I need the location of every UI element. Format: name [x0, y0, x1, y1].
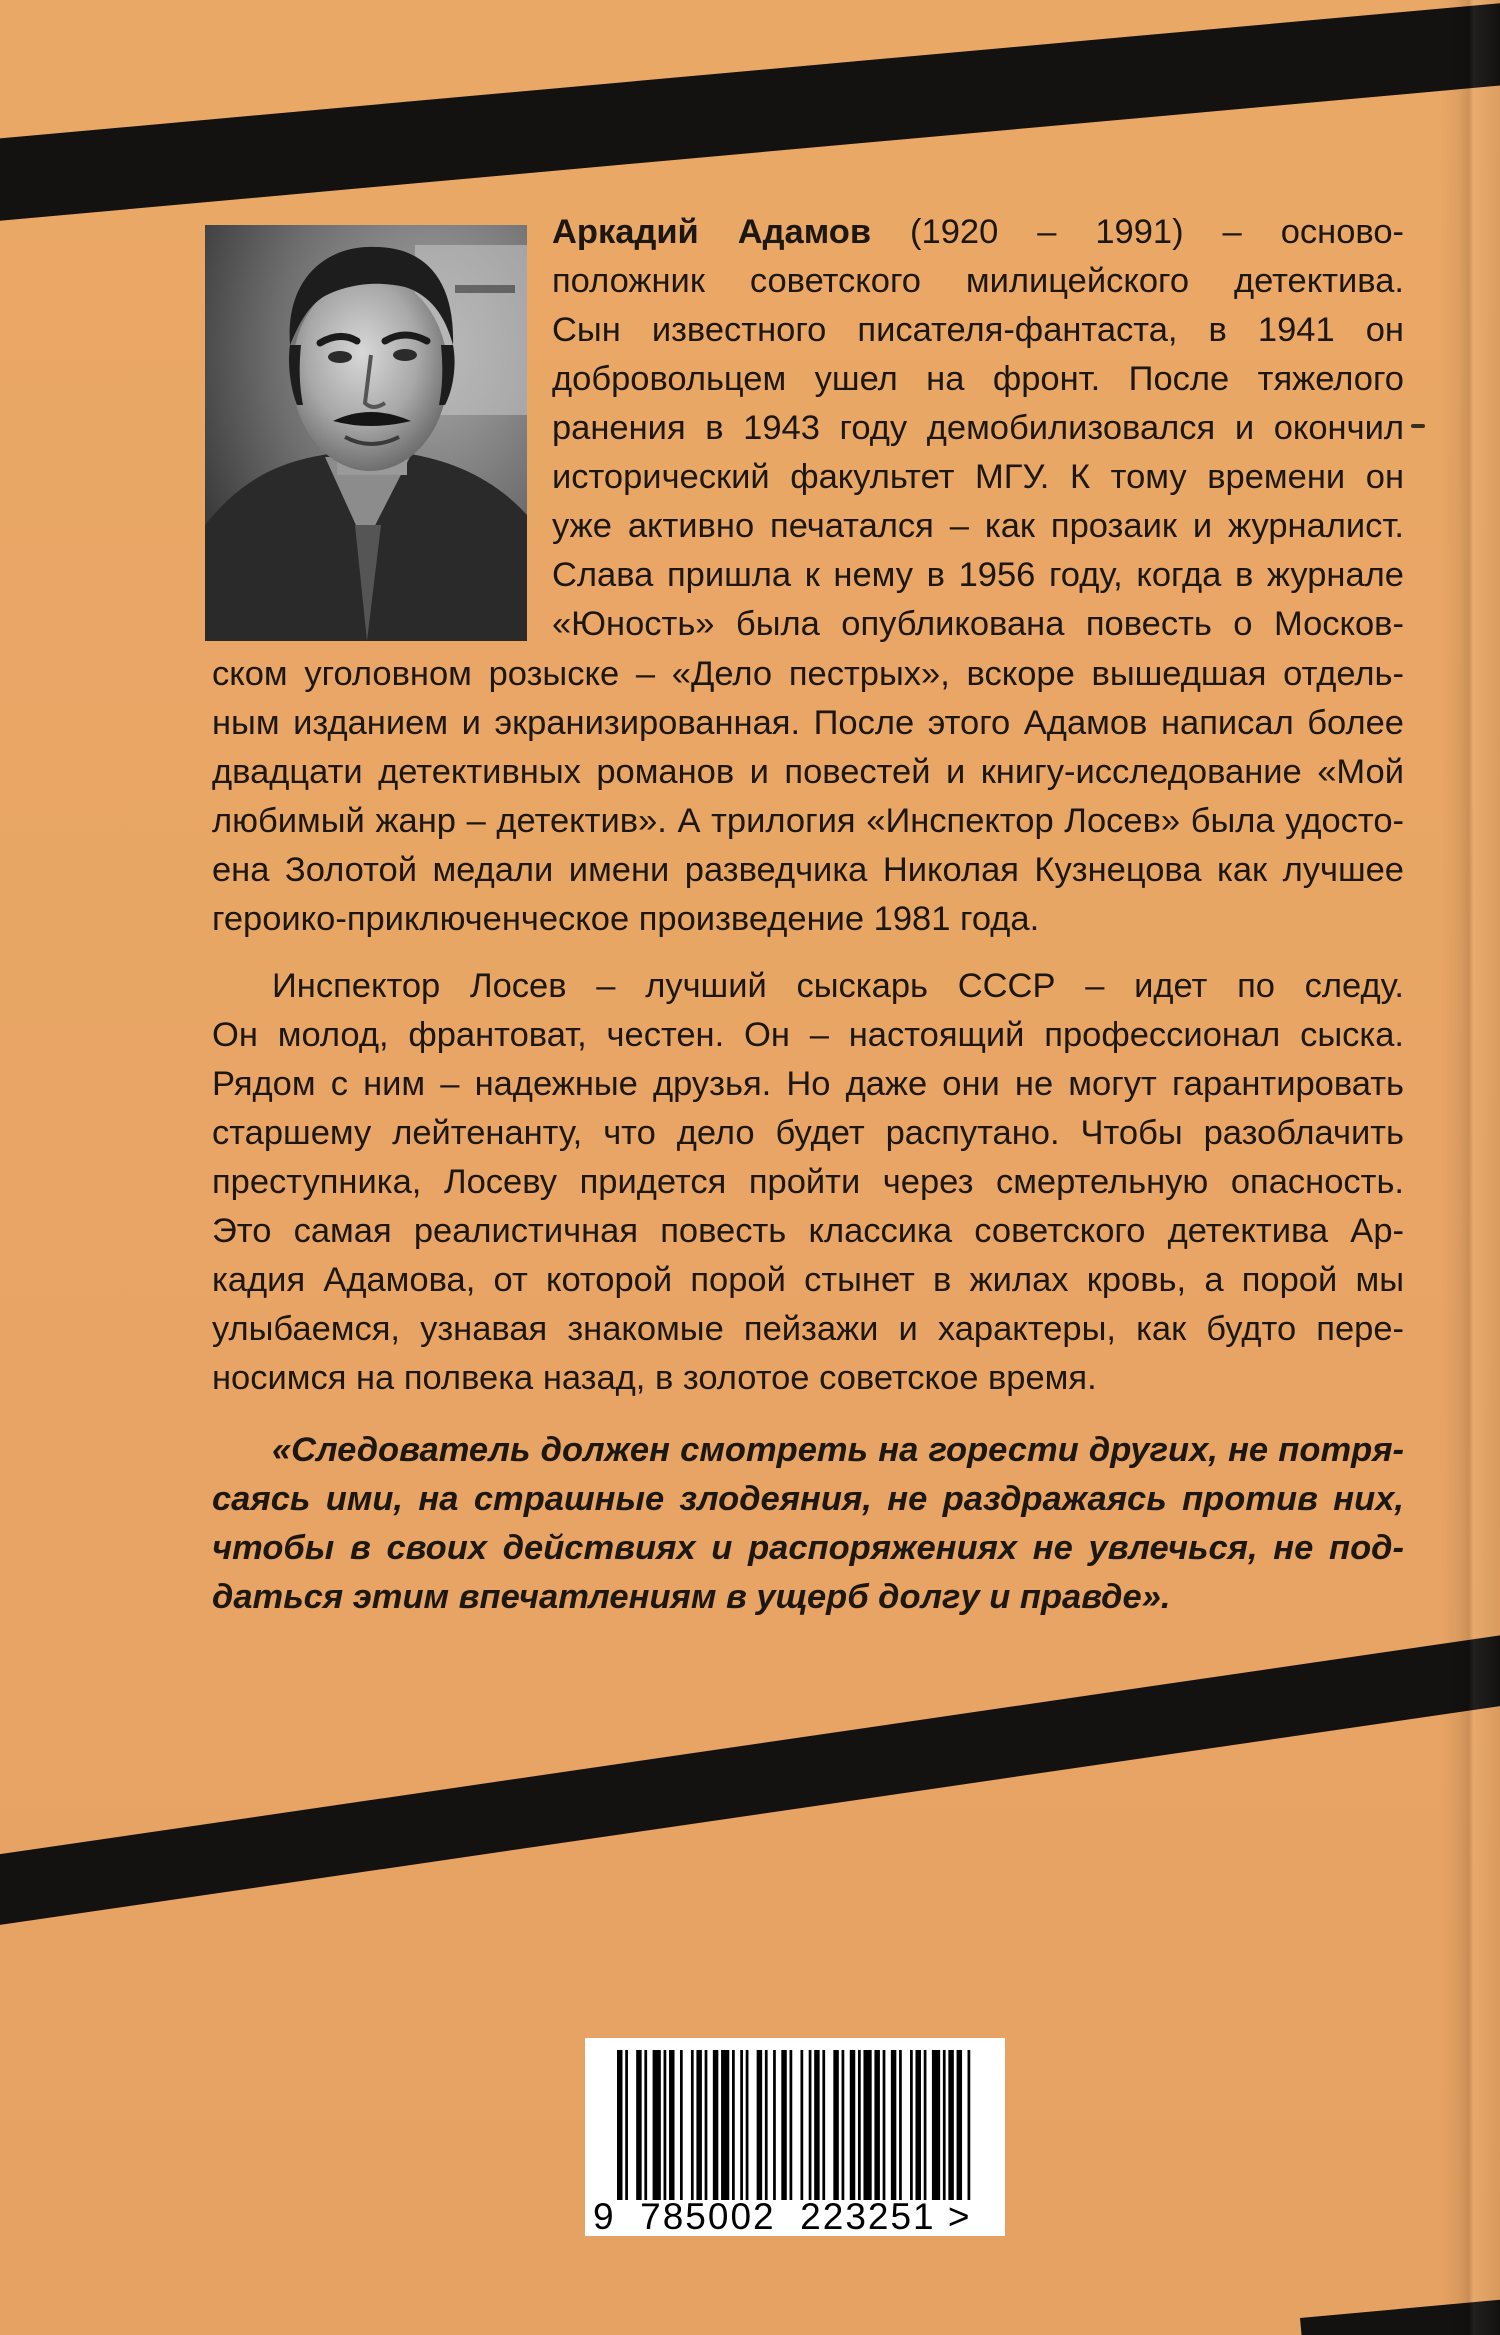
synopsis-line: улыбаемся, узнавая знакомые пейзажи и характеры, как будто пере-: [212, 1310, 1404, 1348]
synopsis-line: старшему лейтенанту, что дело будет распутано. Чтобы разоблачить: [212, 1114, 1404, 1152]
isbn-digits-left: 785002: [640, 2196, 776, 2237]
spine-edge: [1440, 0, 1500, 2335]
bio-line: положник советского милицейского детектива.: [552, 262, 1404, 300]
barcode-bar: [924, 2050, 927, 2200]
barcode-bar: [790, 2050, 793, 2200]
barcode-bar: [636, 2050, 641, 2200]
bio-line: героико-приключенческое произведение 1981 года.: [212, 900, 1040, 938]
bio-line: двадцати детективных романов и повестей и книгу-исследование «Мой: [212, 753, 1404, 791]
barcode-bar: [943, 2050, 946, 2200]
isbn-digit-prefix: 9: [593, 2196, 616, 2237]
barcode-bar: [910, 2050, 913, 2200]
author-biography-continued: [212, 650, 1404, 944]
barcode-bar: [732, 2050, 735, 2200]
isbn-arrow: >: [947, 2196, 972, 2237]
synopsis-line: Он молод, франтоват, честен. Он – настоящий профессионал сыска.: [212, 1016, 1404, 1054]
synopsis-line: кадия Адамова, от которой порой стынет в жилах кровь, а порой мы: [212, 1261, 1404, 1299]
bio-line: ена Золотой медали имени разведчика Николая Кузнецова как лучшее: [212, 851, 1404, 889]
barcode-bar: [850, 2050, 855, 2200]
barcode-bar: [617, 2050, 622, 2200]
barcode-bar: [625, 2050, 628, 2200]
barcode-bar: [842, 2050, 845, 2200]
isbn-barcode: [585, 2038, 1005, 2236]
bio-line: ранения в 1943 году демобилизовался и окончил: [552, 409, 1404, 447]
barcode-bar: [705, 2050, 708, 2200]
bio-line: ском уголовном розыске – «Дело пестрых», вскоре вышедшая отдель-: [212, 655, 1404, 693]
isbn-digits-right: 223251: [800, 2196, 936, 2237]
synopsis-line: Рядом с ним – надежные друзья. Но даже они не могут гарантировать: [212, 1065, 1404, 1103]
barcode-bar: [814, 2050, 819, 2200]
top-black-stripe: [0, 0, 1500, 224]
book-synopsis: [212, 962, 1404, 1403]
barcode-bar: [863, 2050, 871, 2200]
barcode-bar: [644, 2050, 647, 2200]
bio-line-1: [552, 208, 1404, 257]
barcode-bar: [696, 2050, 701, 2200]
author-name: Аркадий Адамов: [552, 213, 872, 251]
author-portrait-image: [205, 225, 527, 641]
barcode-bar: [891, 2050, 896, 2200]
barcode-bar: [740, 2050, 743, 2200]
barcode-bar: [932, 2050, 940, 2200]
barcode-bar: [883, 2050, 886, 2200]
bio-line: исторический факультет МГУ. К тому времени он: [552, 458, 1404, 496]
barcode-bar: [822, 2050, 825, 2200]
quote-line: саясь ими, на страшные злодеяния, не раздражаясь против них,: [212, 1480, 1404, 1518]
isbn-number: [585, 2196, 1005, 2236]
bio-line: добровольцем ушел на фронт. После тяжелого: [552, 360, 1404, 398]
barcode-bar: [669, 2050, 674, 2200]
synopsis-line: Инспектор Лосев – лучший сыскарь СССР – идет по следу.: [272, 967, 1404, 1005]
synopsis-line: носимся на полвека назад, в золотое советское время.: [212, 1359, 1097, 1397]
barcode-bar: [713, 2050, 718, 2200]
barcode-bar: [680, 2050, 683, 2200]
bio-line: уже активно печатался – как прозаик и журналист.: [552, 507, 1404, 545]
barcode-bar: [721, 2050, 729, 2200]
author-biography: [552, 208, 1404, 649]
barcode-bar: [664, 2050, 667, 2200]
synopsis-line: преступника, Лосеву придется пройти через смертельную опасность.: [212, 1163, 1404, 1201]
cover-mark: [1411, 424, 1425, 428]
bio-line: любимый жанр – детектив». А трилогия «Инспектор Лосев» была удосто-: [212, 802, 1404, 840]
barcode-bar: [746, 2050, 749, 2200]
barcode-bar: [858, 2050, 861, 2200]
bio-line: «Юность» была опубликована повесть о Москов-: [552, 605, 1404, 643]
bio-line: Сын известного писателя-фантаста, в 1941 он: [552, 311, 1404, 349]
author-years: (1920 – 1991) – осново-: [871, 213, 1404, 251]
barcode-bar: [968, 2050, 971, 2200]
barcode-bar: [781, 2050, 786, 2200]
author-photo: [205, 225, 527, 641]
barcode-bar: [899, 2050, 902, 2200]
book-quote: [212, 1426, 1404, 1622]
quote-line: даться этим впечатлениям в ущерб долгу и правде».: [212, 1578, 1171, 1616]
barcode-bar: [915, 2050, 920, 2200]
barcode-bar: [765, 2050, 768, 2200]
quote-line: «Следователь должен смотреть на горести других, не потря-: [272, 1431, 1404, 1469]
bio-line: Слава пришла к нему в 1956 году, когда в журнале: [552, 556, 1404, 594]
synopsis-line: Это самая реалистичная повесть классика советского детектива Ар-: [212, 1212, 1404, 1250]
barcode-bar: [691, 2050, 694, 2200]
barcode-bar: [948, 2050, 953, 2200]
barcode-bars: [617, 2050, 973, 2200]
barcode-bar: [957, 2050, 962, 2200]
quote-line: чтобы в своих действиях и распоряжениях не увлечься, не под-: [212, 1529, 1404, 1567]
barcode-bar: [757, 2050, 762, 2200]
barcode-bar: [809, 2050, 812, 2200]
bio-line: ным изданием и экранизированная. После этого Адамов написал более: [212, 704, 1404, 742]
barcode-bar: [874, 2050, 879, 2200]
barcode-bar: [773, 2050, 776, 2200]
middle-black-stripe: [0, 1615, 1500, 1930]
barcode-bar: [833, 2050, 838, 2200]
barcode-bar: [653, 2050, 661, 2200]
barcode-bar: [800, 2050, 803, 2200]
